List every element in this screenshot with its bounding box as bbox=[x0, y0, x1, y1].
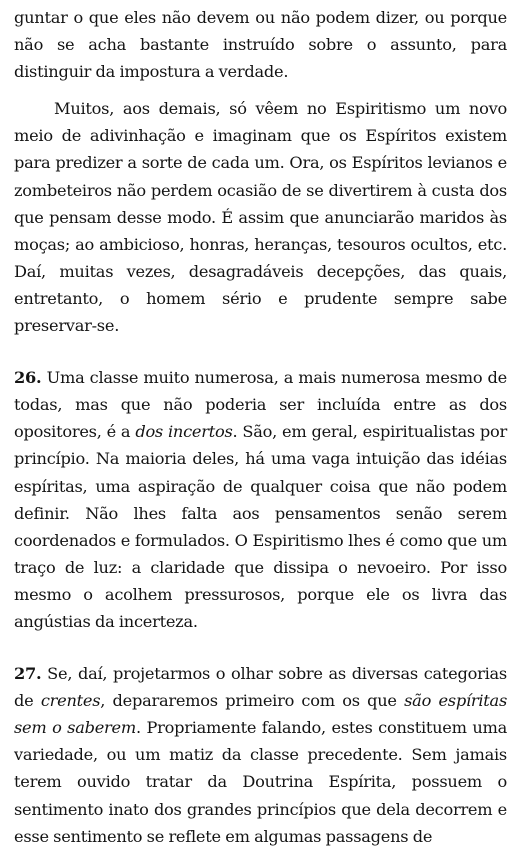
paragraph-number: 27. bbox=[14, 664, 42, 684]
paragraph-text: , depararemos primeiro com os que bbox=[100, 691, 405, 711]
paragraph-text: guntar o que eles não devem ou não podem dizer, ou porque não se acha bastante instruído sobre o assunto, para distinguir da impostura a verdade. bbox=[14, 8, 507, 82]
paragraph-text: . Propriamente falando, estes constituem uma variedade, ou um matiz da classe precedente. Sem jamais terem ouvido tratar da Doutrina Espírita, possuem o sentimento inato dos grandes princípios que dela decorrem e esse sentimento se reflete em algumas passagens de bbox=[14, 718, 508, 846]
paragraph-divination bbox=[14, 95, 507, 339]
paragraph-text: Muitos, aos demais, só vêem no Espiritismo um novo meio de adivinhação e imaginam que os Espíritos existem para predizer a sorte de cada um. Ora, os Espíritos levianos e zombeteiros não perdem ocasião de se divertirem à custa dos que pensam desse modo. É assim que anunciarão maridos às moças; ao ambicioso, honras, heranças, tesouros ocultos, etc. Daí, muitas vezes, desagradáveis decepções, das quais, entretanto, o homem sério e prudente sempre sabe preservar-se. bbox=[14, 99, 507, 336]
emphasis-text: crentes bbox=[40, 691, 101, 711]
emphasis-text: são espíritas sem o saberem bbox=[14, 691, 507, 738]
paragraph-text: Se, daí, projetarmos o olhar sobre as diversas categorias de bbox=[14, 664, 507, 711]
paragraph-text: Uma classe muito numerosa, a mais numerosa mesmo de todas, mas que não poderia ser incluída entre as dos opositores, é a bbox=[14, 368, 507, 442]
paragraph-26 bbox=[14, 364, 507, 635]
emphasis-text: dos incertos bbox=[135, 422, 233, 442]
paragraph-27 bbox=[14, 660, 507, 850]
book-page bbox=[14, 4, 507, 850]
paragraph-continuation bbox=[14, 4, 507, 85]
paragraph-number: 26. bbox=[14, 368, 42, 388]
paragraph-text: . São, em geral, espiritualistas por princípio. Na maioria deles, há uma vaga intuição das idéias espíritas, uma aspiração de qualquer coisa que não podem definir. Não lhes falta aos pensamentos senão serem coordenados e formulados. O Espiritismo lhes é como que um traço de luz: a claridade que dissipa o nevoeiro. Por isso mesmo o acolhem pressurosos, porque ele os livra das angústias da incerteza. bbox=[14, 422, 507, 631]
